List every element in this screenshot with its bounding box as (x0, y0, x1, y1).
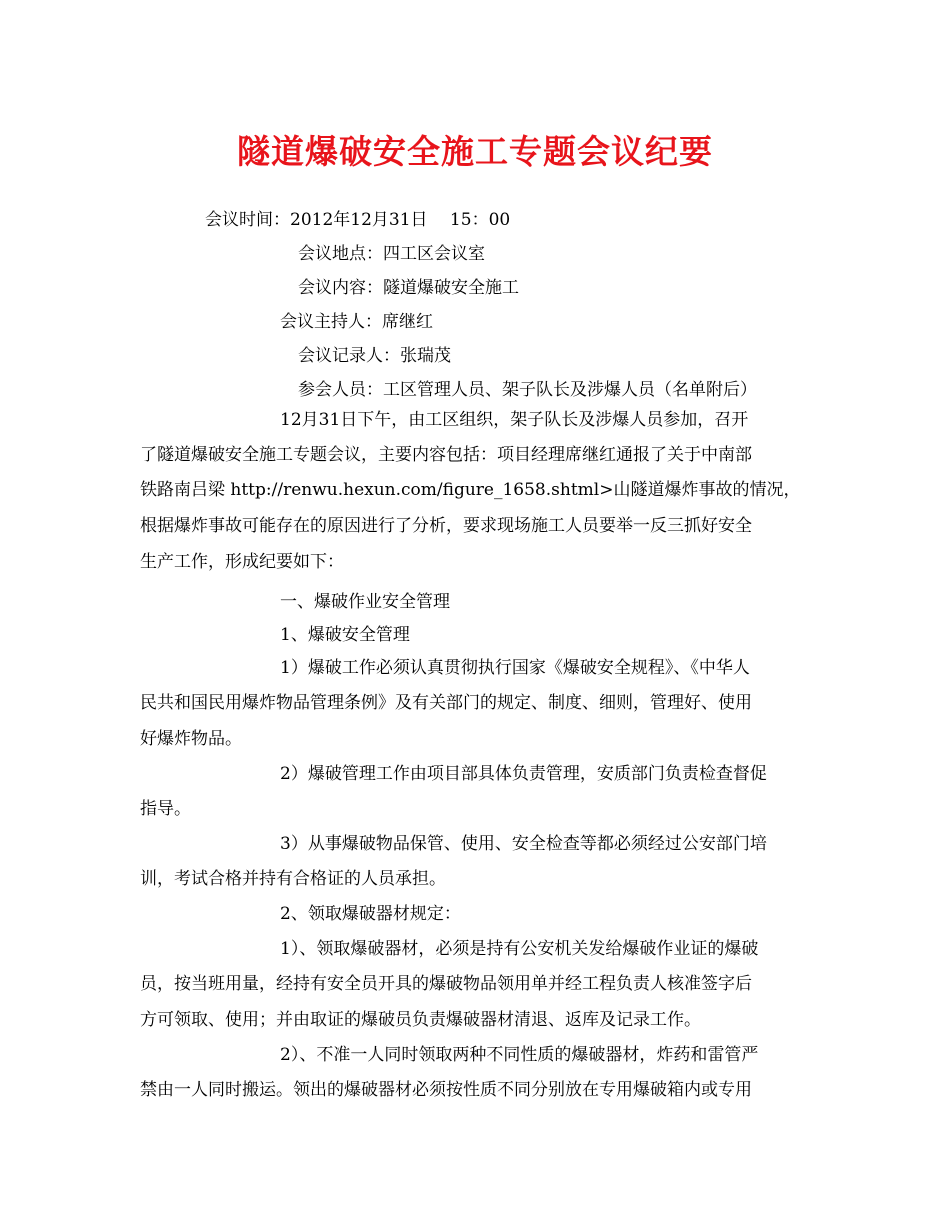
item-1-line-3: 好爆炸物品。 (140, 729, 242, 749)
meeting-host: 会议主持人：席继红 (280, 312, 433, 332)
meeting-time: 会议时间：2012年12月31日 15：00 (205, 210, 511, 230)
item-3-line-2: 训，考试合格并持有合格证的人员承担。 (140, 869, 446, 889)
meeting-content: 会议内容：隧道爆破安全施工 (298, 278, 519, 298)
item-4-line-3: 方可领取、使用；并由取证的爆破员负责爆破器材清退、返库及记录工作。 (140, 1010, 701, 1030)
item-1-line-2: 民共和国民用爆炸物品管理条例》及有关部门的规定、制度、细则，管理好、使用 (140, 693, 752, 713)
intro-line-4: 根据爆炸事故可能存在的原因进行了分析，要求现场施工人员要举一反三抓好安全 (140, 516, 752, 536)
intro-line-2: 了隧道爆破安全施工专题会议，主要内容包括：项目经理席继红通报了关于中南部 (140, 445, 752, 465)
item-2-line-2: 指导。 (140, 799, 191, 819)
meeting-attendees: 参会人员：工区管理人员、架子队长及涉爆人员（名单附后） (298, 380, 757, 400)
subsection-heading-1: 1、爆破安全管理 (280, 625, 410, 645)
item-5-line-2: 禁由一人同时搬运。领出的爆破器材必须按性质不同分别放在专用爆破箱内或专用 (140, 1080, 752, 1100)
meeting-recorder: 会议记录人：张瑞茂 (298, 346, 451, 366)
document-title: 隧道爆破安全施工专题会议纪要 (237, 132, 713, 171)
intro-line-5: 生产工作，形成纪要如下： (140, 552, 344, 572)
item-4-line-1: 1）、领取爆破器材，必须是持有公安机关发给爆破作业证的爆破 (280, 939, 759, 959)
item-5-line-1: 2）、不准一人同时领取两种不同性质的爆破器材，炸药和雷管严 (280, 1045, 759, 1065)
item-3-line-1: 3）从事爆破物品保管、使用、安全检查等都必须经过公安部门培 (280, 834, 767, 854)
item-1-line-1: 1）爆破工作必须认真贯彻执行国家《爆破安全规程》、《中华人 (280, 658, 750, 678)
intro-line-3: 铁路南吕梁 http://renwu.hexun.com/figure_1658.shtml>山隧道爆炸事故的情况， (140, 480, 801, 500)
intro-line-1: 12月31日下午，由工区组织，架子队长及涉爆人员参加，召开 (280, 410, 749, 430)
subsection-heading-2: 2、领取爆破器材规定： (280, 904, 461, 924)
item-4-line-2: 员，按当班用量，经持有安全员开具的爆破物品领用单并经工程负责人核准签字后 (140, 974, 752, 994)
meeting-location: 会议地点：四工区会议室 (298, 244, 485, 264)
section-heading-1: 一、爆破作业安全管理 (280, 592, 450, 612)
item-2-line-1: 2）爆破管理工作由项目部具体负责管理，安质部门负责检查督促 (280, 764, 767, 784)
